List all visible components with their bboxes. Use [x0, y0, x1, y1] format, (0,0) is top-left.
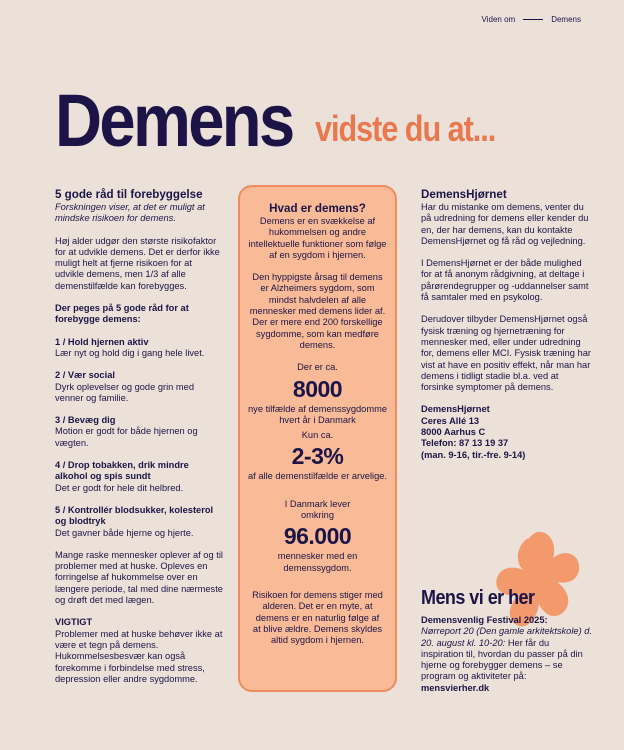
festival-place: Nørreport 20 (Den gamle arkitektskole) d. 20. august kl. 10-20:: [421, 626, 593, 648]
demenshjornet-paragraph: Har du mistanke om demens, venter du på udredning for demens eller kender du en, der har demens, kan du kontakte DemensHjørnet og få råd og vejledning.: [421, 202, 589, 246]
tip-title: 2 / Vær social: [55, 370, 115, 381]
breadcrumb-current[interactable]: Demens: [551, 15, 581, 24]
stat-value: 8000: [292, 375, 343, 402]
demenshjornet-heading: DemensHjørnet: [421, 188, 507, 201]
prevention-heading: 5 gode råd til forebyggelse: [55, 188, 203, 201]
memory-paragraph: Mange raske mennesker oplever af og til problemer med at huske. Opleves en forringelse af hukommelse over en længere periode, tal med dine nærmeste og drøft det med lægen.: [55, 549, 223, 606]
stat-label: Kun ca.: [301, 430, 334, 441]
stat-value: 2-3%: [291, 443, 344, 470]
tip-text: Dyrk oplevelser og gode grin med venner og familie.: [55, 381, 195, 403]
box-paragraph: Demens er en svækkelse af hukommelsen og andre intellektuelle funktioner som følge af en sygdom i hjernen.: [248, 216, 387, 260]
tip-item: [55, 415, 223, 449]
tip-title: 3 / Bevæg dig: [55, 415, 116, 426]
box-paragraph: Risikoen for demens stiger med alderen. Det er en myte, at demens er en naturlig følge af at blive ældre. Demens skyldes altid sygdom i hjernen.: [252, 589, 383, 646]
mens-vi-er-her-heading: Mens vi er her: [421, 587, 535, 609]
contact-address: [421, 404, 591, 460]
prevention-lead: Der peges på 5 gode råd for at forebygge demens:: [55, 303, 189, 325]
demenshjornet-paragraph: I DemensHjørnet er der både mulighed for at få anonym rådgivning, at deltage i pårørendegrupper og -uddannelser samt få samtaler med en psykolog.: [421, 258, 589, 303]
tip-item: [55, 460, 223, 494]
address-hours: (man. 9-16, tir.-fre. 9-14): [421, 449, 526, 460]
stat-label: Der er ca.: [297, 362, 338, 373]
what-is-dementia-box: [238, 185, 397, 692]
breadcrumb-section[interactable]: Viden om: [481, 15, 516, 24]
tip-text: Motion er godt for både hjernen og vægten.: [55, 426, 198, 448]
festival-text: Her får du inspiration til, hvordan du passer på din hjerne og forebygger demens – se program og aktiviteter på:: [421, 637, 583, 682]
stat-label: I Danmark lever omkring: [284, 498, 351, 521]
address-city: 8000 Aarhus C: [421, 427, 486, 438]
page-title: Demens: [55, 79, 293, 162]
stat-description: af alle demenstilfælde er arvelige.: [248, 471, 388, 482]
stat-description: mennesker med en demenssygdom.: [277, 551, 358, 573]
tip-item: [55, 505, 223, 539]
prevention-intro: Forskningen viser, at det er muligt at mindske risikoen for demens.: [55, 202, 205, 224]
tip-title: 4 / Drop tobakken, drik mindre alkohol og spis sundt: [55, 460, 189, 482]
stat-description: nye tilfælde af demenssygdomme hvert år i Danmark: [248, 403, 388, 425]
tip-title: 5 / Kontrollér blodsukker, kolesterol og blodtryk: [55, 504, 214, 527]
page-subtitle: vidste du at...: [315, 108, 496, 149]
address-phone[interactable]: Telefon: 87 13 19 37: [421, 438, 509, 449]
festival-info: [421, 615, 593, 694]
festival-link[interactable]: mensvierher.dk: [421, 682, 490, 693]
tip-text: Det er godt for hele dit helbred.: [55, 482, 184, 493]
address-name: DemensHjørnet: [421, 404, 490, 415]
breadcrumb: [482, 15, 581, 24]
tip-text: Det gavner både hjerne og hjerte.: [55, 527, 194, 538]
tip-title: 1 / Hold hjernen aktiv: [55, 336, 149, 347]
prevention-column: [55, 188, 223, 696]
prevention-paragraph: Høj alder udgør den største risikofaktor for at udvikle demens. Det er derfor ikke muligt helt at fjerne risikoen for at udvikle demens, men 1/3 af alle demenstilfælde kan forebygges.: [55, 235, 220, 291]
important-note: [55, 617, 223, 685]
tip-item: [55, 337, 223, 360]
demenshjornet-paragraph: Derudover tilbyder DemensHjørnet også fysisk træning og hjernetræning for mennesker med, eller under udredning for, demens eller MCI. Fysisk træning har vist at have en positiv effekt, når man har demens i tidligt stadie bl.a. ved at forsinke symptomer på demens.: [421, 314, 591, 393]
tip-item: [55, 370, 223, 404]
demenshjornet-column: [421, 188, 591, 472]
box-heading: Hvad er demens?: [269, 202, 366, 215]
important-label: VIGTIGT: [55, 617, 93, 628]
important-text: Problemer med at huske behøver ikke at være et tegn på demens. Hukommelsesbesvær kan også forekomme i forbindelse med stress, depression eller andre sygdomme.: [55, 628, 223, 684]
box-paragraph: Den hyppigste årsag til demens er Alzheimers sygdom, som mindst halvdelen af alle mennesker med demens lider af. Der er mere end 200 forskellige sygdomme, som kan medføre demens.: [249, 272, 386, 350]
address-street: Ceres Allé 13: [421, 415, 480, 426]
breadcrumb-divider: [523, 19, 543, 20]
festival-title: Demensvenlig Festival 2025:: [421, 615, 548, 625]
tip-text: Lær nyt og hold dig i gang hele livet.: [55, 347, 205, 358]
stat-value: 96.000: [283, 523, 352, 550]
